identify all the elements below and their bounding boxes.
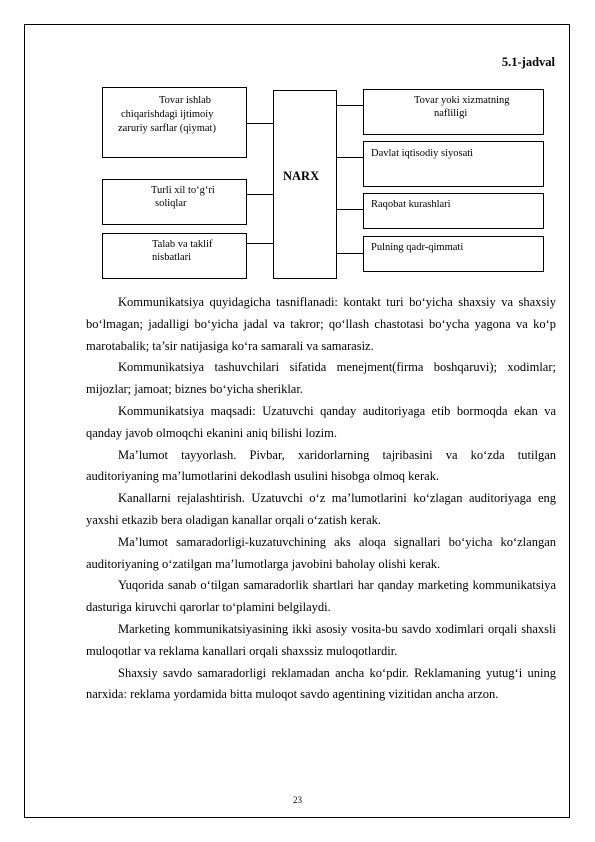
left-box-2 — [102, 179, 247, 225]
paragraph: Kanallarni rejalashtirish. Uzatuvchi o‘z ma’lumotlarini ko‘zlagan auditoriyaga eng yaxshi etkazib bera oladigan kanallar orqali o‘zatish kerak. — [86, 491, 556, 527]
left-box-2-line-2: soliqlar — [155, 198, 187, 209]
left-box-1-line-1: Tovar ishlab — [159, 95, 212, 106]
right-box-3 — [363, 193, 544, 229]
price-factors-diagram — [0, 0, 595, 290]
paragraph: Kommunikatsiya tashuvchilari sifatida menejment(firma boshqaruvi); xodimlar; mijozlar; jamoat; biznes bo‘yicha sheriklar. — [86, 360, 556, 397]
table-label: 5.1-jadval — [501, 55, 555, 69]
paragraph: Shaxsiy savdo samaradorligi reklamadan ancha ko‘pdir. Reklamaning yutug‘i uning narxida: reklama yordamida bitta muloqot savdo agentining vizitidan ancha arzon. — [86, 665, 556, 702]
paragraph: Ma’lumot samaradorligi-kuzatuvchining aks aloqa signallari bo‘yicha ko‘zlangan auditoriyaning o‘zatilgan ma’lumotlarga javobini baholay olishi kerak. — [86, 534, 556, 571]
connector-right-2 — [337, 157, 363, 158]
connector-left-2 — [247, 194, 273, 195]
right-box-3-line-1: Raqobat kurashlari — [371, 199, 451, 210]
connector-left-3 — [247, 243, 273, 244]
connector-left-1 — [247, 123, 273, 124]
center-box — [273, 90, 337, 279]
connector-right-3 — [337, 209, 363, 210]
paragraph: Kommunikatsiya quyidagicha tasniflanadi: kontakt turi bo‘yicha shaxsiy va shaxsiy bo‘lmagan; jadalligi bo‘yicha jadal va takror; qo‘llash chastotasi bo‘ycha yagona va ko‘p marotabalik; ta’sir natijasiga ko‘ra samarali va samarasiz. — [86, 295, 556, 353]
connector-right-1 — [337, 105, 363, 106]
left-box-3-line-2: nisbatlari — [152, 252, 192, 263]
paragraph: Ma’lumot tayyorlash. Pivbar, xaridorlarning tajribasini va ko‘zda tutilgan auditoriyaning ma’lumotlarini dekodlash usulini hisobga olmoq kerak. — [86, 447, 556, 484]
body-text — [86, 292, 556, 706]
left-box-3-line-1: Talab va taklif — [152, 239, 213, 250]
right-box-4 — [363, 236, 544, 272]
right-box-2-line-1: Davlat iqtisodiy siyosati — [371, 148, 474, 159]
page-number: 23 — [293, 795, 302, 805]
paragraph: Kommunikatsiya maqsadi: Uzatuvchi qanday auditoriyaga etib bormoqda ekan va qanday javob olmoqchi ekanini aniq bilishi lozim. — [86, 403, 556, 440]
left-box-2-line-1: Turli xil to‘g‘ri — [151, 185, 215, 196]
right-box-2 — [363, 141, 544, 187]
right-box-1 — [363, 89, 544, 135]
right-box-1-line-1: Tovar yoki xizmatning — [414, 95, 510, 106]
left-box-3 — [102, 233, 247, 279]
center-label: NARX — [283, 169, 320, 183]
right-box-4-line-1: Pulning qadr-qimmati — [371, 242, 464, 253]
left-box-1 — [102, 87, 247, 158]
right-box-1-line-2: nafliligi — [434, 108, 468, 119]
connector-right-4 — [337, 253, 363, 254]
left-box-1-line-3: zaruriy sarflar (qiymat) — [118, 123, 216, 134]
paragraph: Yuqorida sanab o‘tilgan samaradorlik shartlari har qanday marketing kommunikatsiya dasturiga kiruvchi qarorlar to‘plamini belgilaydi. — [86, 578, 556, 615]
paragraph: Marketing kommunikatsiyasining ikki asosiy vosita-bu savdo xodimlari orqali shaxsli muloqotlar va reklama kanallari orqali shaxssiz muloqotlardir. — [86, 621, 556, 658]
left-box-1-line-2: chiqarishdagi ijtimoiy — [121, 109, 214, 120]
